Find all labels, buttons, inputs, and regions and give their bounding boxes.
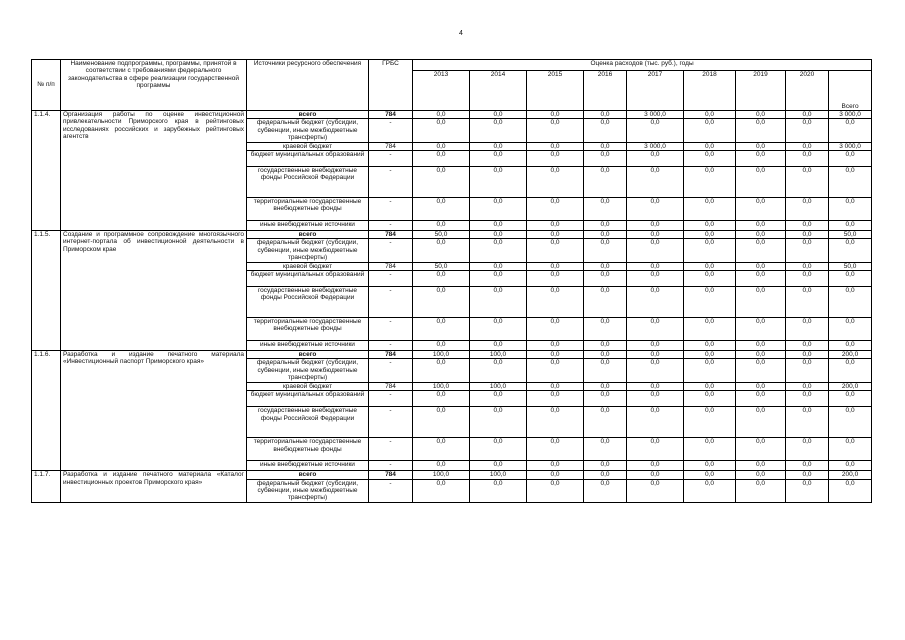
grbs-code: 784 <box>369 111 413 119</box>
year-value: 0,0 <box>470 119 527 142</box>
year-value: 0,0 <box>413 438 470 461</box>
grbs-code: - <box>369 287 413 318</box>
grbs-code: - <box>369 391 413 407</box>
header-year: 2017 <box>627 71 684 111</box>
table-row <box>32 231 872 239</box>
year-value: 0,0 <box>584 231 627 239</box>
year-value: 0,0 <box>627 438 684 461</box>
source-label: всего <box>247 351 369 359</box>
total-value: 50,0 <box>829 231 872 239</box>
year-value: 0,0 <box>736 231 786 239</box>
year-value: 0,0 <box>413 111 470 119</box>
source-label: федеральный бюджет (субсидии, субвенции, иные межбюджетные трансферты) <box>247 359 369 382</box>
year-value: 0,0 <box>527 341 584 351</box>
source-label: территориальные государственные внебюджетные фонды <box>247 438 369 461</box>
grbs-code: - <box>369 461 413 471</box>
year-value: 3 000,0 <box>627 111 684 119</box>
grbs-code: - <box>369 438 413 461</box>
year-value: 0,0 <box>470 239 527 262</box>
total-value: 0,0 <box>829 167 872 198</box>
year-value: 0,0 <box>470 318 527 341</box>
year-value: 0,0 <box>786 479 829 502</box>
year-value: 0,0 <box>584 167 627 198</box>
year-value: 0,0 <box>786 119 829 142</box>
header-total: Всего <box>829 71 872 111</box>
year-value: 0,0 <box>786 239 829 262</box>
year-value: 0,0 <box>413 287 470 318</box>
item-number: 1.1.6. <box>32 351 61 471</box>
year-value: 0,0 <box>627 359 684 382</box>
year-value: 0,0 <box>786 391 829 407</box>
total-value: 50,0 <box>829 262 872 270</box>
item-name: Разработка и издание печатного материала «Инвестиционный паспорт Приморского края» <box>61 351 247 471</box>
grbs-code: - <box>369 198 413 221</box>
source-label: краевой бюджет <box>247 262 369 270</box>
year-value: 0,0 <box>527 151 584 167</box>
year-value: 0,0 <box>470 231 527 239</box>
year-value: 0,0 <box>584 119 627 142</box>
year-value: 0,0 <box>584 407 627 438</box>
year-value: 0,0 <box>684 221 736 231</box>
year-value: 0,0 <box>584 391 627 407</box>
total-value: 0,0 <box>829 407 872 438</box>
header-year: 2018 <box>684 71 736 111</box>
year-value: 0,0 <box>527 221 584 231</box>
year-value: 0,0 <box>527 239 584 262</box>
header-source: Источники ресурсного обеспечения <box>247 60 369 111</box>
year-value: 0,0 <box>527 407 584 438</box>
year-value: 0,0 <box>786 407 829 438</box>
year-value: 0,0 <box>684 239 736 262</box>
year-value: 0,0 <box>627 341 684 351</box>
year-value: 0,0 <box>684 407 736 438</box>
table-row <box>32 471 872 479</box>
year-value: 0,0 <box>684 142 736 150</box>
year-value: 0,0 <box>527 198 584 221</box>
year-value: 0,0 <box>470 151 527 167</box>
year-value: 0,0 <box>786 142 829 150</box>
year-value: 0,0 <box>584 471 627 479</box>
grbs-code: - <box>369 239 413 262</box>
year-value: 0,0 <box>627 198 684 221</box>
grbs-code: - <box>369 271 413 287</box>
source-label: иные внебюджетные источники <box>247 461 369 471</box>
year-value: 0,0 <box>527 318 584 341</box>
header-year: 2016 <box>584 71 627 111</box>
year-value: 0,0 <box>413 221 470 231</box>
year-value: 0,0 <box>527 262 584 270</box>
year-value: 50,0 <box>413 231 470 239</box>
year-value: 0,0 <box>786 271 829 287</box>
header-year: 2013 <box>413 71 470 111</box>
year-value: 100,0 <box>413 471 470 479</box>
year-value: 50,0 <box>413 262 470 270</box>
year-value: 0,0 <box>627 167 684 198</box>
year-value: 0,0 <box>684 438 736 461</box>
year-value: 0,0 <box>527 271 584 287</box>
total-value: 0,0 <box>829 287 872 318</box>
year-value: 0,0 <box>627 471 684 479</box>
year-value: 0,0 <box>527 167 584 198</box>
total-value: 0,0 <box>829 461 872 471</box>
year-value: 0,0 <box>736 341 786 351</box>
year-value: 0,0 <box>736 221 786 231</box>
year-value: 0,0 <box>627 231 684 239</box>
source-label: всего <box>247 111 369 119</box>
year-value: 0,0 <box>470 262 527 270</box>
source-label: иные внебюджетные источники <box>247 341 369 351</box>
source-label: всего <box>247 231 369 239</box>
year-value: 0,0 <box>786 111 829 119</box>
year-value: 0,0 <box>627 239 684 262</box>
source-label: государственные внебюджетные фонды Российской Федерации <box>247 167 369 198</box>
year-value: 0,0 <box>736 351 786 359</box>
year-value: 0,0 <box>584 382 627 390</box>
year-value: 0,0 <box>584 221 627 231</box>
year-value: 0,0 <box>470 198 527 221</box>
year-value: 0,0 <box>470 287 527 318</box>
total-value: 3 000,0 <box>829 142 872 150</box>
year-value: 0,0 <box>470 111 527 119</box>
year-value: 0,0 <box>627 479 684 502</box>
year-value: 0,0 <box>786 167 829 198</box>
year-value: 0,0 <box>786 221 829 231</box>
year-value: 0,0 <box>684 111 736 119</box>
item-number: 1.1.5. <box>32 231 61 351</box>
header-year: 2014 <box>470 71 527 111</box>
grbs-code: 784 <box>369 262 413 270</box>
year-value: 0,0 <box>584 111 627 119</box>
header-year: 2020 <box>786 71 829 111</box>
year-value: 0,0 <box>584 271 627 287</box>
year-value: 0,0 <box>786 262 829 270</box>
source-label: федеральный бюджет (субсидии, субвенции, иные межбюджетные трансферты) <box>247 239 369 262</box>
year-value: 0,0 <box>527 438 584 461</box>
source-label: бюджет муниципальных образований <box>247 151 369 167</box>
source-label: краевой бюджет <box>247 142 369 150</box>
year-value: 0,0 <box>527 471 584 479</box>
year-value: 0,0 <box>736 438 786 461</box>
total-value: 200,0 <box>829 471 872 479</box>
year-value: 0,0 <box>413 341 470 351</box>
year-value: 0,0 <box>527 287 584 318</box>
grbs-code: 784 <box>369 231 413 239</box>
year-value: 0,0 <box>786 151 829 167</box>
year-value: 0,0 <box>584 438 627 461</box>
year-value: 0,0 <box>684 151 736 167</box>
header-num: № п/п <box>32 60 61 111</box>
year-value: 0,0 <box>470 221 527 231</box>
item-name: Разработка и издание печатного материала «Каталог инвестиционных проектов Приморского края» <box>61 471 247 503</box>
source-label: иные внебюджетные источники <box>247 221 369 231</box>
year-value: 0,0 <box>736 471 786 479</box>
total-value: 0,0 <box>829 341 872 351</box>
year-value: 0,0 <box>527 119 584 142</box>
source-label: территориальные государственные внебюджетные фонды <box>247 318 369 341</box>
year-value: 0,0 <box>736 318 786 341</box>
item-name: Создание и программное сопровождение многоязычного интернет-портала об инвестиционной деятельности в Приморском крае <box>61 231 247 351</box>
year-value: 0,0 <box>736 262 786 270</box>
year-value: 0,0 <box>584 341 627 351</box>
total-value: 0,0 <box>829 198 872 221</box>
year-value: 0,0 <box>584 142 627 150</box>
year-value: 0,0 <box>736 111 786 119</box>
year-value: 0,0 <box>736 167 786 198</box>
source-label: краевой бюджет <box>247 382 369 390</box>
item-number: 1.1.7. <box>32 471 61 503</box>
year-value: 100,0 <box>413 351 470 359</box>
year-value: 0,0 <box>736 461 786 471</box>
year-value: 0,0 <box>627 119 684 142</box>
grbs-code: - <box>369 221 413 231</box>
year-value: 0,0 <box>684 382 736 390</box>
year-value: 0,0 <box>470 142 527 150</box>
year-value: 0,0 <box>627 461 684 471</box>
year-value: 0,0 <box>786 471 829 479</box>
year-value: 0,0 <box>736 479 786 502</box>
year-value: 0,0 <box>736 239 786 262</box>
source-label: бюджет муниципальных образований <box>247 271 369 287</box>
item-number: 1.1.4. <box>32 111 61 231</box>
year-value: 0,0 <box>413 479 470 502</box>
year-value: 0,0 <box>584 198 627 221</box>
grbs-code: - <box>369 407 413 438</box>
year-value: 0,0 <box>470 407 527 438</box>
year-value: 0,0 <box>736 119 786 142</box>
total-value: 0,0 <box>829 221 872 231</box>
grbs-code: - <box>369 167 413 198</box>
year-value: 0,0 <box>627 287 684 318</box>
header-year: 2015 <box>527 71 584 111</box>
grbs-code: - <box>369 119 413 142</box>
grbs-code: - <box>369 341 413 351</box>
year-value: 0,0 <box>684 318 736 341</box>
total-value: 0,0 <box>829 271 872 287</box>
total-value: 0,0 <box>829 318 872 341</box>
year-value: 100,0 <box>413 382 470 390</box>
year-value: 0,0 <box>684 341 736 351</box>
total-value: 0,0 <box>829 438 872 461</box>
year-value: 0,0 <box>413 151 470 167</box>
year-value: 0,0 <box>527 479 584 502</box>
year-value: 0,0 <box>527 391 584 407</box>
year-value: 0,0 <box>627 391 684 407</box>
year-value: 0,0 <box>413 407 470 438</box>
year-value: 0,0 <box>413 239 470 262</box>
year-value: 0,0 <box>527 382 584 390</box>
total-value: 0,0 <box>829 151 872 167</box>
year-value: 0,0 <box>470 167 527 198</box>
year-value: 0,0 <box>786 351 829 359</box>
year-value: 0,0 <box>470 271 527 287</box>
year-value: 0,0 <box>413 198 470 221</box>
source-label: федеральный бюджет (субсидии, субвенции, иные межбюджетные трансферты) <box>247 119 369 142</box>
year-value: 0,0 <box>786 359 829 382</box>
budget-table <box>31 59 872 503</box>
table-row <box>32 351 872 359</box>
header-grbs: ГРБС <box>369 60 413 111</box>
total-value: 0,0 <box>829 359 872 382</box>
year-value: 0,0 <box>470 341 527 351</box>
year-value: 0,0 <box>786 198 829 221</box>
year-value: 0,0 <box>470 479 527 502</box>
year-value: 0,0 <box>584 287 627 318</box>
source-label: территориальные государственные внебюджетные фонды <box>247 198 369 221</box>
year-value: 0,0 <box>684 351 736 359</box>
year-value: 100,0 <box>470 382 527 390</box>
year-value: 0,0 <box>736 142 786 150</box>
year-value: 0,0 <box>627 262 684 270</box>
year-value: 0,0 <box>684 231 736 239</box>
year-value: 0,0 <box>684 198 736 221</box>
total-value: 0,0 <box>829 479 872 502</box>
total-value: 0,0 <box>829 119 872 142</box>
year-value: 0,0 <box>627 407 684 438</box>
year-value: 0,0 <box>786 318 829 341</box>
year-value: 0,0 <box>627 318 684 341</box>
grbs-code: 784 <box>369 382 413 390</box>
source-label: бюджет муниципальных образований <box>247 391 369 407</box>
source-label: государственные внебюджетные фонды Российской Федерации <box>247 407 369 438</box>
year-value: 3 000,0 <box>627 142 684 150</box>
year-value: 0,0 <box>413 391 470 407</box>
year-value: 0,0 <box>786 438 829 461</box>
year-value: 0,0 <box>584 318 627 341</box>
total-value: 200,0 <box>829 382 872 390</box>
header-name: Наименование подпрограммы, программы, принятой в соответствии с требованиями федерального законодательства в сфере реализации государственной программы <box>61 60 247 111</box>
year-value: 0,0 <box>527 111 584 119</box>
grbs-code: - <box>369 479 413 502</box>
year-value: 0,0 <box>627 151 684 167</box>
year-value: 0,0 <box>736 407 786 438</box>
year-value: 0,0 <box>584 461 627 471</box>
year-value: 0,0 <box>627 351 684 359</box>
year-value: 0,0 <box>470 461 527 471</box>
year-value: 0,0 <box>627 271 684 287</box>
total-value: 200,0 <box>829 351 872 359</box>
source-label: федеральный бюджет (субсидии, субвенции, иные межбюджетные трансферты) <box>247 479 369 502</box>
total-value: 3 000,0 <box>829 111 872 119</box>
grbs-code: - <box>369 359 413 382</box>
header-estimate: Оценка расходов (тыс. руб.), годы <box>413 60 872 71</box>
year-value: 0,0 <box>413 359 470 382</box>
year-value: 0,0 <box>786 231 829 239</box>
grbs-code: 784 <box>369 471 413 479</box>
grbs-code: 784 <box>369 142 413 150</box>
year-value: 0,0 <box>527 142 584 150</box>
year-value: 0,0 <box>470 359 527 382</box>
year-value: 0,0 <box>413 142 470 150</box>
year-value: 0,0 <box>527 351 584 359</box>
year-value: 0,0 <box>786 287 829 318</box>
year-value: 0,0 <box>684 391 736 407</box>
year-value: 0,0 <box>527 461 584 471</box>
total-value: 0,0 <box>829 391 872 407</box>
year-value: 0,0 <box>786 341 829 351</box>
year-value: 0,0 <box>736 391 786 407</box>
year-value: 0,0 <box>584 239 627 262</box>
year-value: 0,0 <box>684 287 736 318</box>
year-value: 0,0 <box>684 271 736 287</box>
year-value: 0,0 <box>684 119 736 142</box>
year-value: 0,0 <box>736 151 786 167</box>
year-value: 0,0 <box>584 479 627 502</box>
year-value: 0,0 <box>684 262 736 270</box>
grbs-code: - <box>369 318 413 341</box>
year-value: 0,0 <box>413 461 470 471</box>
item-name: Организация работы по оценке инвестиционной привлекательности Приморского края в рейтинговых исследованиях российских и зарубежных рейтинговых агентств <box>61 111 247 231</box>
year-value: 100,0 <box>470 351 527 359</box>
year-value: 0,0 <box>470 391 527 407</box>
table-row <box>32 111 872 119</box>
year-value: 0,0 <box>736 198 786 221</box>
total-value: 0,0 <box>829 239 872 262</box>
year-value: 0,0 <box>413 167 470 198</box>
year-value: 0,0 <box>684 167 736 198</box>
year-value: 0,0 <box>736 382 786 390</box>
page-number: 4 <box>459 30 463 37</box>
year-value: 0,0 <box>684 479 736 502</box>
source-label: всего <box>247 471 369 479</box>
year-value: 0,0 <box>786 461 829 471</box>
year-value: 0,0 <box>527 359 584 382</box>
year-value: 0,0 <box>413 271 470 287</box>
year-value: 0,0 <box>627 382 684 390</box>
year-value: 0,0 <box>684 471 736 479</box>
year-value: 0,0 <box>736 359 786 382</box>
year-value: 0,0 <box>684 359 736 382</box>
year-value: 0,0 <box>736 287 786 318</box>
source-label: государственные внебюджетные фонды Российской Федерации <box>247 287 369 318</box>
year-value: 0,0 <box>584 359 627 382</box>
year-value: 0,0 <box>413 318 470 341</box>
header-year: 2019 <box>736 71 786 111</box>
year-value: 0,0 <box>584 262 627 270</box>
year-value: 0,0 <box>470 438 527 461</box>
year-value: 100,0 <box>470 471 527 479</box>
year-value: 0,0 <box>413 119 470 142</box>
year-value: 0,0 <box>584 151 627 167</box>
year-value: 0,0 <box>527 231 584 239</box>
year-value: 0,0 <box>627 221 684 231</box>
year-value: 0,0 <box>684 461 736 471</box>
grbs-code: - <box>369 151 413 167</box>
grbs-code: 784 <box>369 351 413 359</box>
year-value: 0,0 <box>736 271 786 287</box>
year-value: 0,0 <box>584 351 627 359</box>
year-value: 0,0 <box>786 382 829 390</box>
